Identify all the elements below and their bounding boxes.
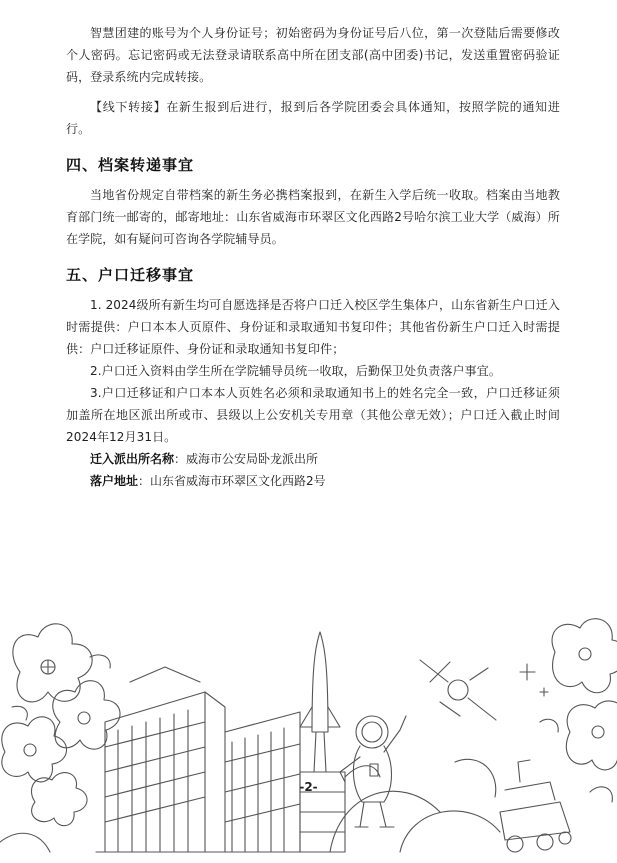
police-station-line (66, 448, 560, 470)
right-flowers-illustration (540, 619, 617, 802)
police-station-label: 迁入派出所名称 (90, 452, 175, 466)
footer-illustration (0, 612, 617, 863)
document-body (66, 22, 560, 492)
police-station-value: ：威海市公安局卧龙派出所 (174, 452, 319, 466)
settle-address-label: 落户地址 (90, 474, 139, 488)
flowers-illustration (0, 624, 120, 852)
settle-address-line (66, 470, 560, 492)
settle-address-value: ：山东省威海市环翠区文化西路2号 (138, 474, 326, 488)
paragraph-household-item-3: 3.户口迁移证和户口本本人页姓名必须和录取通知书上的姓名完全一致，户口迁移证须加盖所在地区派出所或市、县级以上公安机关专用章（其他公章无效）；户口迁入截止时间2024年12月31日。 (66, 386, 560, 444)
paragraph-offline-transfer: 【线下转接】在新生报到后进行，报到后各学院团委会具体通知，按照学院的通知进行。 (66, 100, 560, 136)
paragraph-household-item-2: 2.户口迁入资料由学生所在学院辅导员统一收取，后勤保卫处负责落户事宜。 (90, 364, 501, 378)
campus-building-illustration (96, 667, 310, 852)
section-title-household: 五、户口迁移事宜 (66, 266, 195, 284)
paragraph-archives: 当地省份规定自带档案的新生务必携档案报到，在新生入学后统一收取。档案由当地教育部门统一邮寄的，邮寄地址：山东省威海市环翠区文化西路2号哈尔滨工业大学（威海）所在学院，如有疑问可咨询各学院辅导员。 (66, 188, 560, 246)
satellite-illustration (420, 660, 548, 720)
rocket-illustration (300, 632, 380, 852)
paragraph-household-item-1: 1. 2024级所有新生均可自愿选择是否将户口迁入校区学生集体户，山东省新生户口迁入时需提供：户口本本人页原件、身份证和录取通知书复印件；其他省份新生户口迁入时需提供：户口迁移证原件、身份证和录取通知书复印件； (66, 298, 561, 356)
dome-illustration (330, 759, 500, 852)
paragraph-account-info: 智慧团建的账号为个人身份证号；初始密码为身份证号后八位，第一次登陆后需要修改个人密码。忘记密码或无法登录请联系高中所在团支部(高中团委)书记，发送重置密码验证码，登录系统内完成转接。 (66, 26, 560, 84)
lunar-rover-illustration (500, 760, 571, 852)
section-title-archives: 四、档案转递事宜 (66, 156, 195, 174)
page-number: -2- (299, 780, 318, 794)
